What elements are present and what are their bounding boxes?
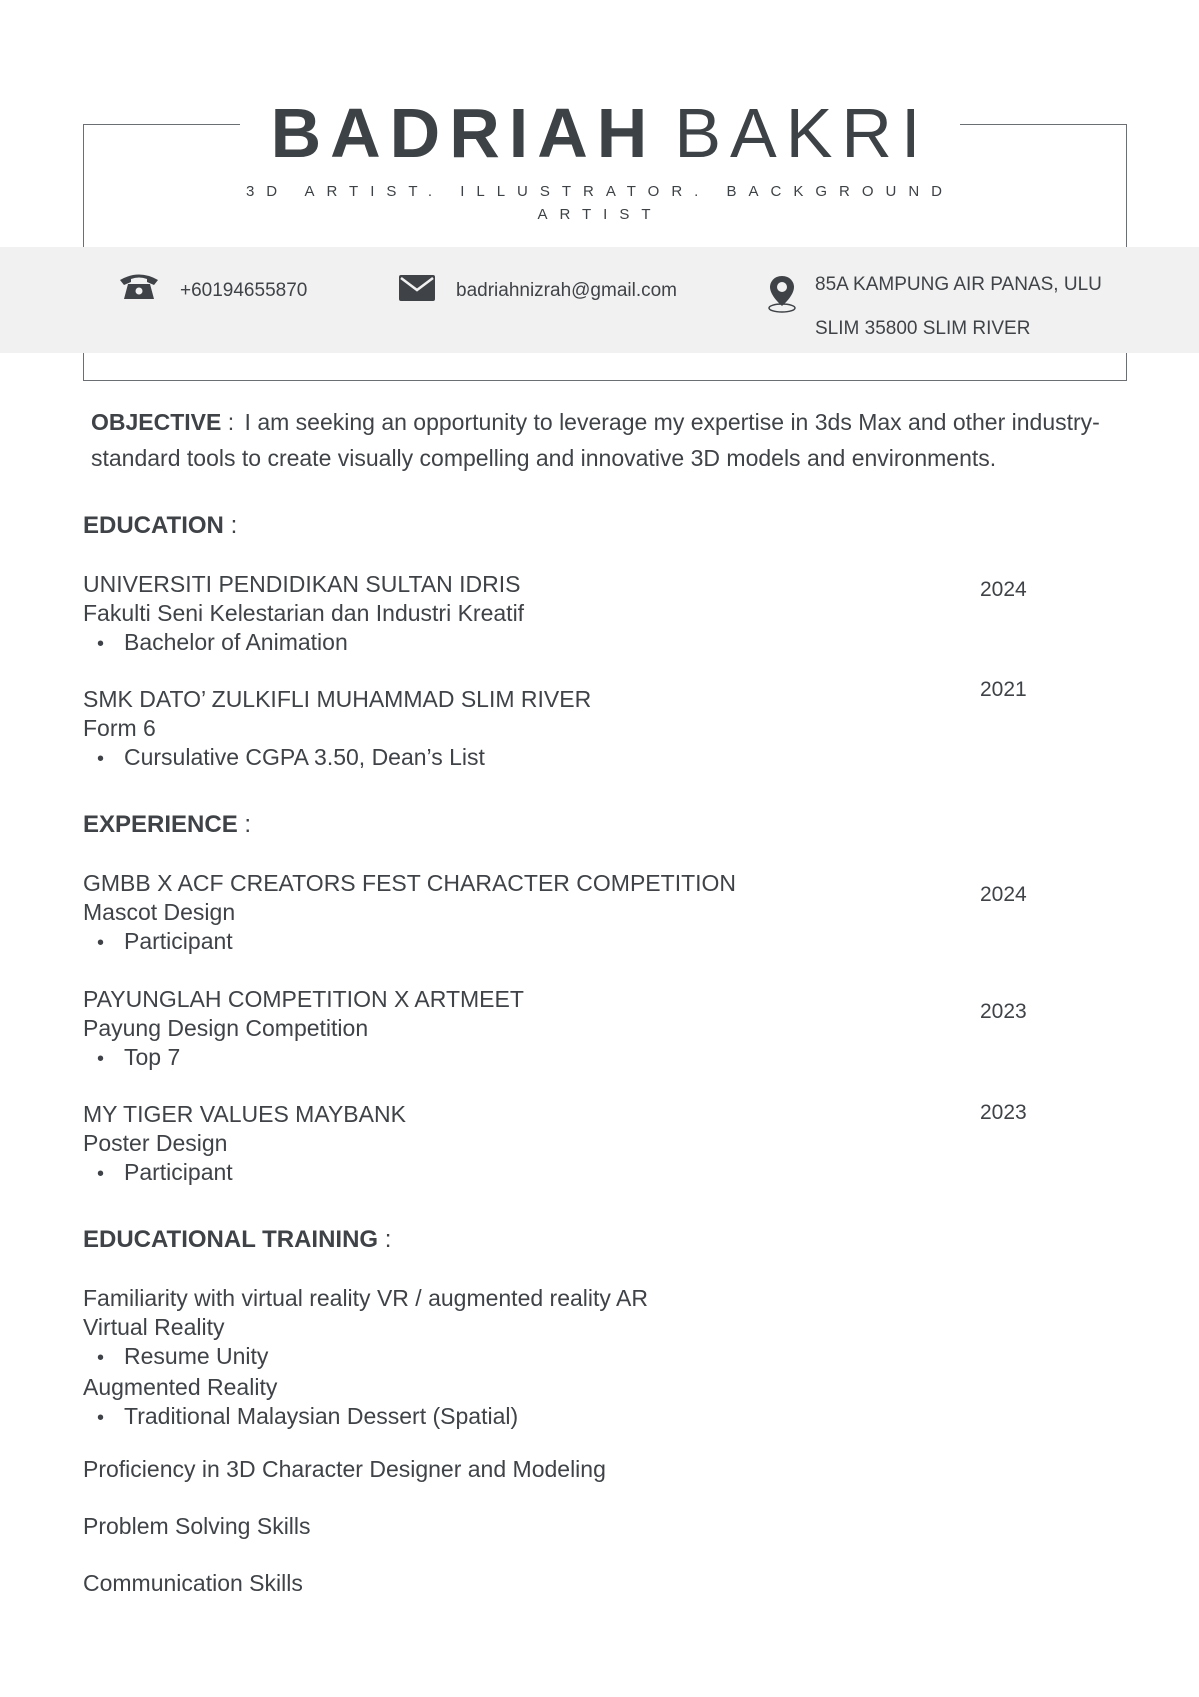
skill-item: Problem Solving Skills bbox=[83, 1513, 311, 1539]
experience-bullet: • Participant bbox=[83, 1158, 406, 1189]
education-bullet: • Bachelor of Animation bbox=[83, 628, 524, 659]
skill-item: Proficiency in 3D Character Designer and Modeling bbox=[83, 1456, 606, 1482]
education-entry bbox=[83, 570, 524, 659]
experience-title: EXPERIENCE bbox=[83, 811, 238, 838]
education-colon: : bbox=[230, 512, 238, 539]
experience-heading bbox=[83, 811, 251, 839]
experience-year: 2023 bbox=[980, 1101, 1027, 1124]
institution-name: SMK DATO’ ZULKIFLI MUHAMMAD SLIM RIVER bbox=[83, 686, 592, 712]
training-title: EDUCATIONAL TRAINING bbox=[83, 1226, 379, 1253]
training-heading bbox=[83, 1226, 391, 1254]
education-heading bbox=[83, 512, 237, 540]
education-year: 2024 bbox=[980, 578, 1027, 601]
experience-bullet: • Top 7 bbox=[83, 1043, 524, 1074]
experience-year: 2024 bbox=[980, 883, 1027, 906]
training-vr-ar-block bbox=[83, 1284, 648, 1433]
ar-bullet: • Traditional Malaysian Dessert (Spatial) bbox=[83, 1402, 648, 1433]
event-detail: Mascot Design bbox=[83, 899, 236, 925]
experience-colon: : bbox=[244, 811, 252, 838]
training-colon: : bbox=[384, 1226, 392, 1253]
experience-year: 2023 bbox=[980, 1000, 1027, 1023]
last-name: BAKRI bbox=[674, 94, 930, 172]
education-year: 2021 bbox=[980, 678, 1027, 701]
experience-entry bbox=[83, 869, 736, 958]
experience-entry bbox=[83, 1100, 406, 1189]
institution-name: UNIVERSITI PENDIDIKAN SULTAN IDRIS bbox=[83, 571, 521, 597]
event-detail: Poster Design bbox=[83, 1130, 228, 1156]
event-detail: Payung Design Competition bbox=[83, 1015, 369, 1041]
event-name: PAYUNGLAH COMPETITION X ARTMEET bbox=[83, 986, 524, 1012]
education-entry bbox=[83, 685, 591, 774]
event-name: MY TIGER VALUES MAYBANK bbox=[83, 1101, 406, 1127]
map-pin-icon bbox=[767, 274, 797, 314]
objective-label: OBJECTIVE bbox=[91, 409, 222, 435]
vr-bullet: • Resume Unity bbox=[83, 1342, 648, 1373]
first-name: BADRIAH bbox=[270, 94, 657, 172]
institution-detail: Form 6 bbox=[83, 715, 156, 741]
skill-item: Communication Skills bbox=[83, 1570, 303, 1596]
name-heading bbox=[240, 90, 960, 176]
objective-separator: : bbox=[227, 409, 235, 435]
contact-bar bbox=[0, 247, 1199, 353]
education-bullet: • Cursulative CGPA 3.50, Dean’s List bbox=[83, 743, 591, 774]
email-address[interactable]: badriahnizrah@gmail.com bbox=[456, 280, 677, 301]
vr-label: Virtual Reality bbox=[83, 1314, 225, 1340]
education-title: EDUCATION bbox=[83, 512, 224, 539]
objective-paragraph bbox=[91, 404, 1151, 476]
event-name: GMBB X ACF CREATORS FEST CHARACTER COMPETITION bbox=[83, 870, 737, 896]
training-intro: Familiarity with virtual reality VR / augmented reality AR bbox=[83, 1285, 648, 1311]
address-line-1: 85A KAMPUNG AIR PANAS, ULU bbox=[815, 274, 1102, 295]
experience-bullet: • Participant bbox=[83, 927, 736, 958]
experience-entry bbox=[83, 985, 524, 1074]
institution-detail: Fakulti Seni Kelestarian dan Industri Kreatif bbox=[83, 600, 525, 626]
objective-text: I am seeking an opportunity to leverage my expertise in 3ds Max and other industry-standard tools to create visually compelling and innovative 3D models and environments. bbox=[91, 409, 1100, 471]
ar-label: Augmented Reality bbox=[83, 1374, 278, 1400]
envelope-icon bbox=[399, 275, 435, 301]
phone-icon bbox=[118, 271, 160, 301]
job-title: 3D ARTIST. ILLUSTRATOR. BACKGROUND ARTIST bbox=[235, 180, 965, 226]
address-line-2: SLIM 35800 SLIM RIVER bbox=[815, 318, 1031, 339]
phone-number[interactable]: +60194655870 bbox=[180, 280, 308, 301]
